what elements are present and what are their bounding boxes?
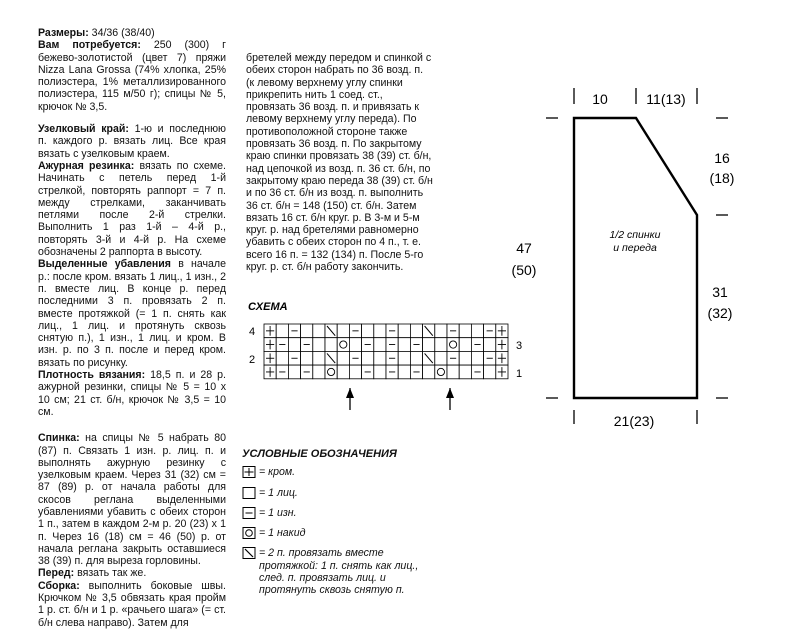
stitch-chart xyxy=(238,296,538,414)
repeat-arrow-left xyxy=(346,388,354,410)
chart-cell xyxy=(484,351,496,365)
garment-outline xyxy=(574,118,697,398)
dim-top-left: 10 xyxy=(592,91,608,107)
chart-cell xyxy=(423,324,435,338)
row-label-1: 1 xyxy=(516,368,523,380)
dim-top-right: 11(13) xyxy=(646,91,686,107)
chart-cell xyxy=(325,324,337,338)
chart-cell xyxy=(288,365,300,379)
chart-cell xyxy=(276,365,288,379)
decrease-value: в начале р.: после кром. вязать 1 лиц., 1 изн., 2 п. вместе лиц. В конце р. перед последними 3 п. провязать 2 п. вместе протяжкой (= 1 п. снять как лиц., 1 лиц. и протянуть сквозь снятую п.), 1 изн., 1 лиц. и кром. В изн. р. по 3 п. после и перед кром. вязать по рисунку. xyxy=(38,258,226,369)
chart-cell xyxy=(349,324,361,338)
chart-cell xyxy=(398,365,410,379)
chart-cell xyxy=(337,338,349,352)
dim-height: 47 xyxy=(516,240,532,256)
chart-cell xyxy=(374,365,386,379)
row-label-4: 4 xyxy=(249,326,256,338)
chart-cell xyxy=(276,351,288,365)
chart-cell xyxy=(301,338,313,352)
straps-paragraph: бретелей между передом и спинкой с обеих сторон набрать по 36 возд. п. (к левому верхнему углу спинки прикрепить нить 1 соед. ст., провязать 36 возд. п. и привязать к левому верхнему углу переда). По противоположной стороне также провязать 36 возд. п. По закрытому краю спинки провязать 38 (39) ст. б/н, над цепочкой из возд. п. 36 ст. б/н, по закрытому краю переда 38 (39) ст. б/н и по 36 ст. б/н из возд. п. выполнить 36 ст. б/н = 148 (150) ст. б/н. Затем вязать 16 ст. б/н круг. р. В 3-м и 5-м круг. р. над бретелями равномерно убавить с обеих сторон по 4 п., т. е. всего 16 п. = 132 (134) п. После 5-го круг. р. ст. б/н работу закончить. xyxy=(246,52,433,274)
chart-cell xyxy=(313,338,325,352)
chart-cell xyxy=(423,365,435,379)
chart-cell xyxy=(337,351,349,365)
chart-cell xyxy=(264,351,276,365)
chart-cell xyxy=(459,365,471,379)
chart-cell xyxy=(349,351,361,365)
legend-item-yarnover xyxy=(242,527,442,539)
legend-text-yarnover: = 1 накид xyxy=(259,527,306,540)
chart-title: СХЕМА xyxy=(248,301,288,313)
chart-cell xyxy=(264,338,276,352)
sizes-label: Размеры: xyxy=(38,27,89,39)
chart-cell xyxy=(398,351,410,365)
chart-cell xyxy=(349,338,361,352)
chart-cell xyxy=(484,365,496,379)
chart-cell xyxy=(386,338,398,352)
selvage-symbol-icon xyxy=(242,466,256,478)
row-label-3: 3 xyxy=(516,340,523,352)
chart-cell xyxy=(301,365,313,379)
decrease-symbol-icon xyxy=(242,547,256,559)
instructions-column-1 xyxy=(38,27,226,629)
chart-cell xyxy=(288,324,300,338)
piece-label-line-2: и переда xyxy=(613,242,657,254)
chart-cell xyxy=(264,324,276,338)
front-label: Перед: xyxy=(38,567,75,580)
chart-cell xyxy=(362,338,374,352)
legend-item-knit xyxy=(242,487,442,499)
chart-grid xyxy=(264,324,508,379)
chart-cell xyxy=(447,324,459,338)
legend-text-knit: = 1 лиц. xyxy=(259,486,298,499)
chart-cell xyxy=(423,351,435,365)
back-label: Спинка: xyxy=(38,432,80,445)
chart-cell xyxy=(276,324,288,338)
gauge-value: 18,5 п. и 28 р. ажурной резинки, спицы № 5 = 10 х 10 см; 21 ст. б/н, крючок № 3,5 = 10 см. xyxy=(38,369,226,418)
chart-cell xyxy=(386,365,398,379)
dim-bottom: 21(23) xyxy=(613,413,655,429)
materials-label: Вам потребуется: xyxy=(38,39,141,52)
sizes-paragraph xyxy=(38,27,226,39)
chart-cell xyxy=(410,351,422,365)
legend-item-ssk xyxy=(242,547,442,596)
gauge-label: Плотность вязания: xyxy=(38,369,146,382)
legend-text-selvage: = кром. xyxy=(259,466,296,479)
chart-cell xyxy=(288,338,300,352)
chart-cell xyxy=(325,338,337,352)
chart-cell xyxy=(276,338,288,352)
edge-paragraph xyxy=(38,123,226,160)
legend-text-purl: = 1 изн. xyxy=(259,506,297,519)
openwork-paragraph xyxy=(38,160,226,258)
front-value: вязать так же. xyxy=(74,567,147,580)
openwork-value: вязать по схеме. Начинать с петель перед 1-й стрелкой, повторять раппорт = 7 п. между стрелками, заканчивать петлями после 2-й стрелки. Выполнить 1 раз 1-й – 4-й р., повторять 3-й и 4-й р. На схеме обозначены 2 раппорта в высоту. xyxy=(38,159,227,259)
chart-cell xyxy=(288,351,300,365)
chart-cell xyxy=(447,365,459,379)
chart-cell xyxy=(447,351,459,365)
chart-cell xyxy=(471,338,483,352)
chart-cell xyxy=(484,338,496,352)
gauge-paragraph xyxy=(38,369,226,418)
chart-cell xyxy=(362,351,374,365)
repeat-arrow-right xyxy=(446,388,454,410)
legend-item-purl xyxy=(242,507,442,519)
decrease-paragraph xyxy=(38,258,226,369)
back-value: на спицы № 5 набрать 80 (87) п. Связать 1 изн. р. лиц. п. и выполнять ажурную резинку с узелковым краем. Через 31 (32) см = 87 (89) р. от начала работы для скосов реглана выделенными убавлениями убавить с обеих сторон 1 п., затем в каждом 2-м р. 20 (23) х 1 п. Через 16 (18) см = 46 (50) р. от начала реглана закрыть оставшиеся 38 (39) п. для выреза горловины. xyxy=(38,432,226,568)
chart-cell xyxy=(423,338,435,352)
chart-cell xyxy=(447,338,459,352)
dim-side-alt: (32) xyxy=(707,305,733,321)
instructions-column-2 xyxy=(246,52,434,273)
knit-symbol-icon xyxy=(242,487,256,499)
chart-cell xyxy=(459,324,471,338)
chart-cell xyxy=(398,338,410,352)
chart-cell xyxy=(435,324,447,338)
legend-item-selvage xyxy=(242,466,442,478)
yarn-over-symbol-icon xyxy=(242,527,256,539)
chart-cell xyxy=(362,324,374,338)
legend xyxy=(242,448,442,605)
chart-cell xyxy=(374,351,386,365)
assembly-label: Сборка: xyxy=(38,579,80,592)
materials-paragraph xyxy=(38,39,226,113)
purl-symbol-icon xyxy=(242,507,256,519)
chart-cell xyxy=(471,365,483,379)
chart-cell xyxy=(386,351,398,365)
chart-cell xyxy=(459,351,471,365)
dim-height-alt: (50) xyxy=(511,262,537,278)
assembly-value: выполнить боковые швы. Крючком № 3,5 обвязать края пройм 1 р. ст. б/н и 1 р. «рачьего шага» (= ст. б/н слева направо). Затем для xyxy=(38,579,226,629)
chart-cell xyxy=(386,324,398,338)
piece-label-line-1: 1/2 спинки xyxy=(609,229,661,241)
dim-raglan-alt: (18) xyxy=(709,170,735,186)
chart-cell xyxy=(410,324,422,338)
openwork-label: Ажурная резинка: xyxy=(38,159,135,172)
dim-raglan: 16 xyxy=(714,150,730,166)
chart-cell xyxy=(313,324,325,338)
front-paragraph xyxy=(38,567,226,579)
chart-cell xyxy=(459,338,471,352)
assembly-paragraph xyxy=(38,580,226,629)
chart-cell xyxy=(410,338,422,352)
garment-schematic xyxy=(500,80,740,440)
chart-cell xyxy=(325,365,337,379)
legend-title: УСЛОВНЫЕ ОБОЗНАЧЕНИЯ xyxy=(242,448,397,460)
chart-cell xyxy=(313,365,325,379)
chart-cell xyxy=(301,351,313,365)
chart-cell xyxy=(435,338,447,352)
chart-cell xyxy=(435,351,447,365)
chart-cell xyxy=(374,338,386,352)
chart-cell xyxy=(374,324,386,338)
chart-cell xyxy=(325,351,337,365)
row-label-2: 2 xyxy=(249,354,256,366)
legend-text-ssk: = 2 п. провязать вместе протяжкой: 1 п. снять как лиц., след. п. провязать лиц. и протянуть сквозь снятую п. xyxy=(259,547,419,597)
edge-label: Узелковый край: xyxy=(38,123,129,136)
edge-value: 1-ю и последнюю п. каждого р. вязать лиц. Все края вязать с узелковым краем. xyxy=(38,123,226,160)
chart-cell xyxy=(337,324,349,338)
chart-cell xyxy=(471,324,483,338)
back-paragraph xyxy=(38,432,226,567)
chart-cell xyxy=(410,365,422,379)
chart-cell xyxy=(301,324,313,338)
chart-cell xyxy=(313,351,325,365)
decrease-label: Выделенные убавления xyxy=(38,258,171,271)
chart-cell xyxy=(337,365,349,379)
sizes-value: 34/36 (38/40) xyxy=(88,27,155,39)
chart-cell xyxy=(362,365,374,379)
dim-side: 31 xyxy=(712,284,728,300)
chart-cell xyxy=(471,351,483,365)
chart-cell xyxy=(398,324,410,338)
chart-cell xyxy=(264,365,276,379)
chart-cell xyxy=(349,365,361,379)
chart-cell xyxy=(484,324,496,338)
chart-cell xyxy=(435,365,447,379)
materials-value: 250 (300) г бежево-золотистой (цвет 7) пряжи Nizza Lana Grossa (74% хлопка, 25% полиэстера, 1% металлизированного полиэстера, 115 м/50 г); спицы № 5, крючок № 3,5. xyxy=(38,39,226,113)
